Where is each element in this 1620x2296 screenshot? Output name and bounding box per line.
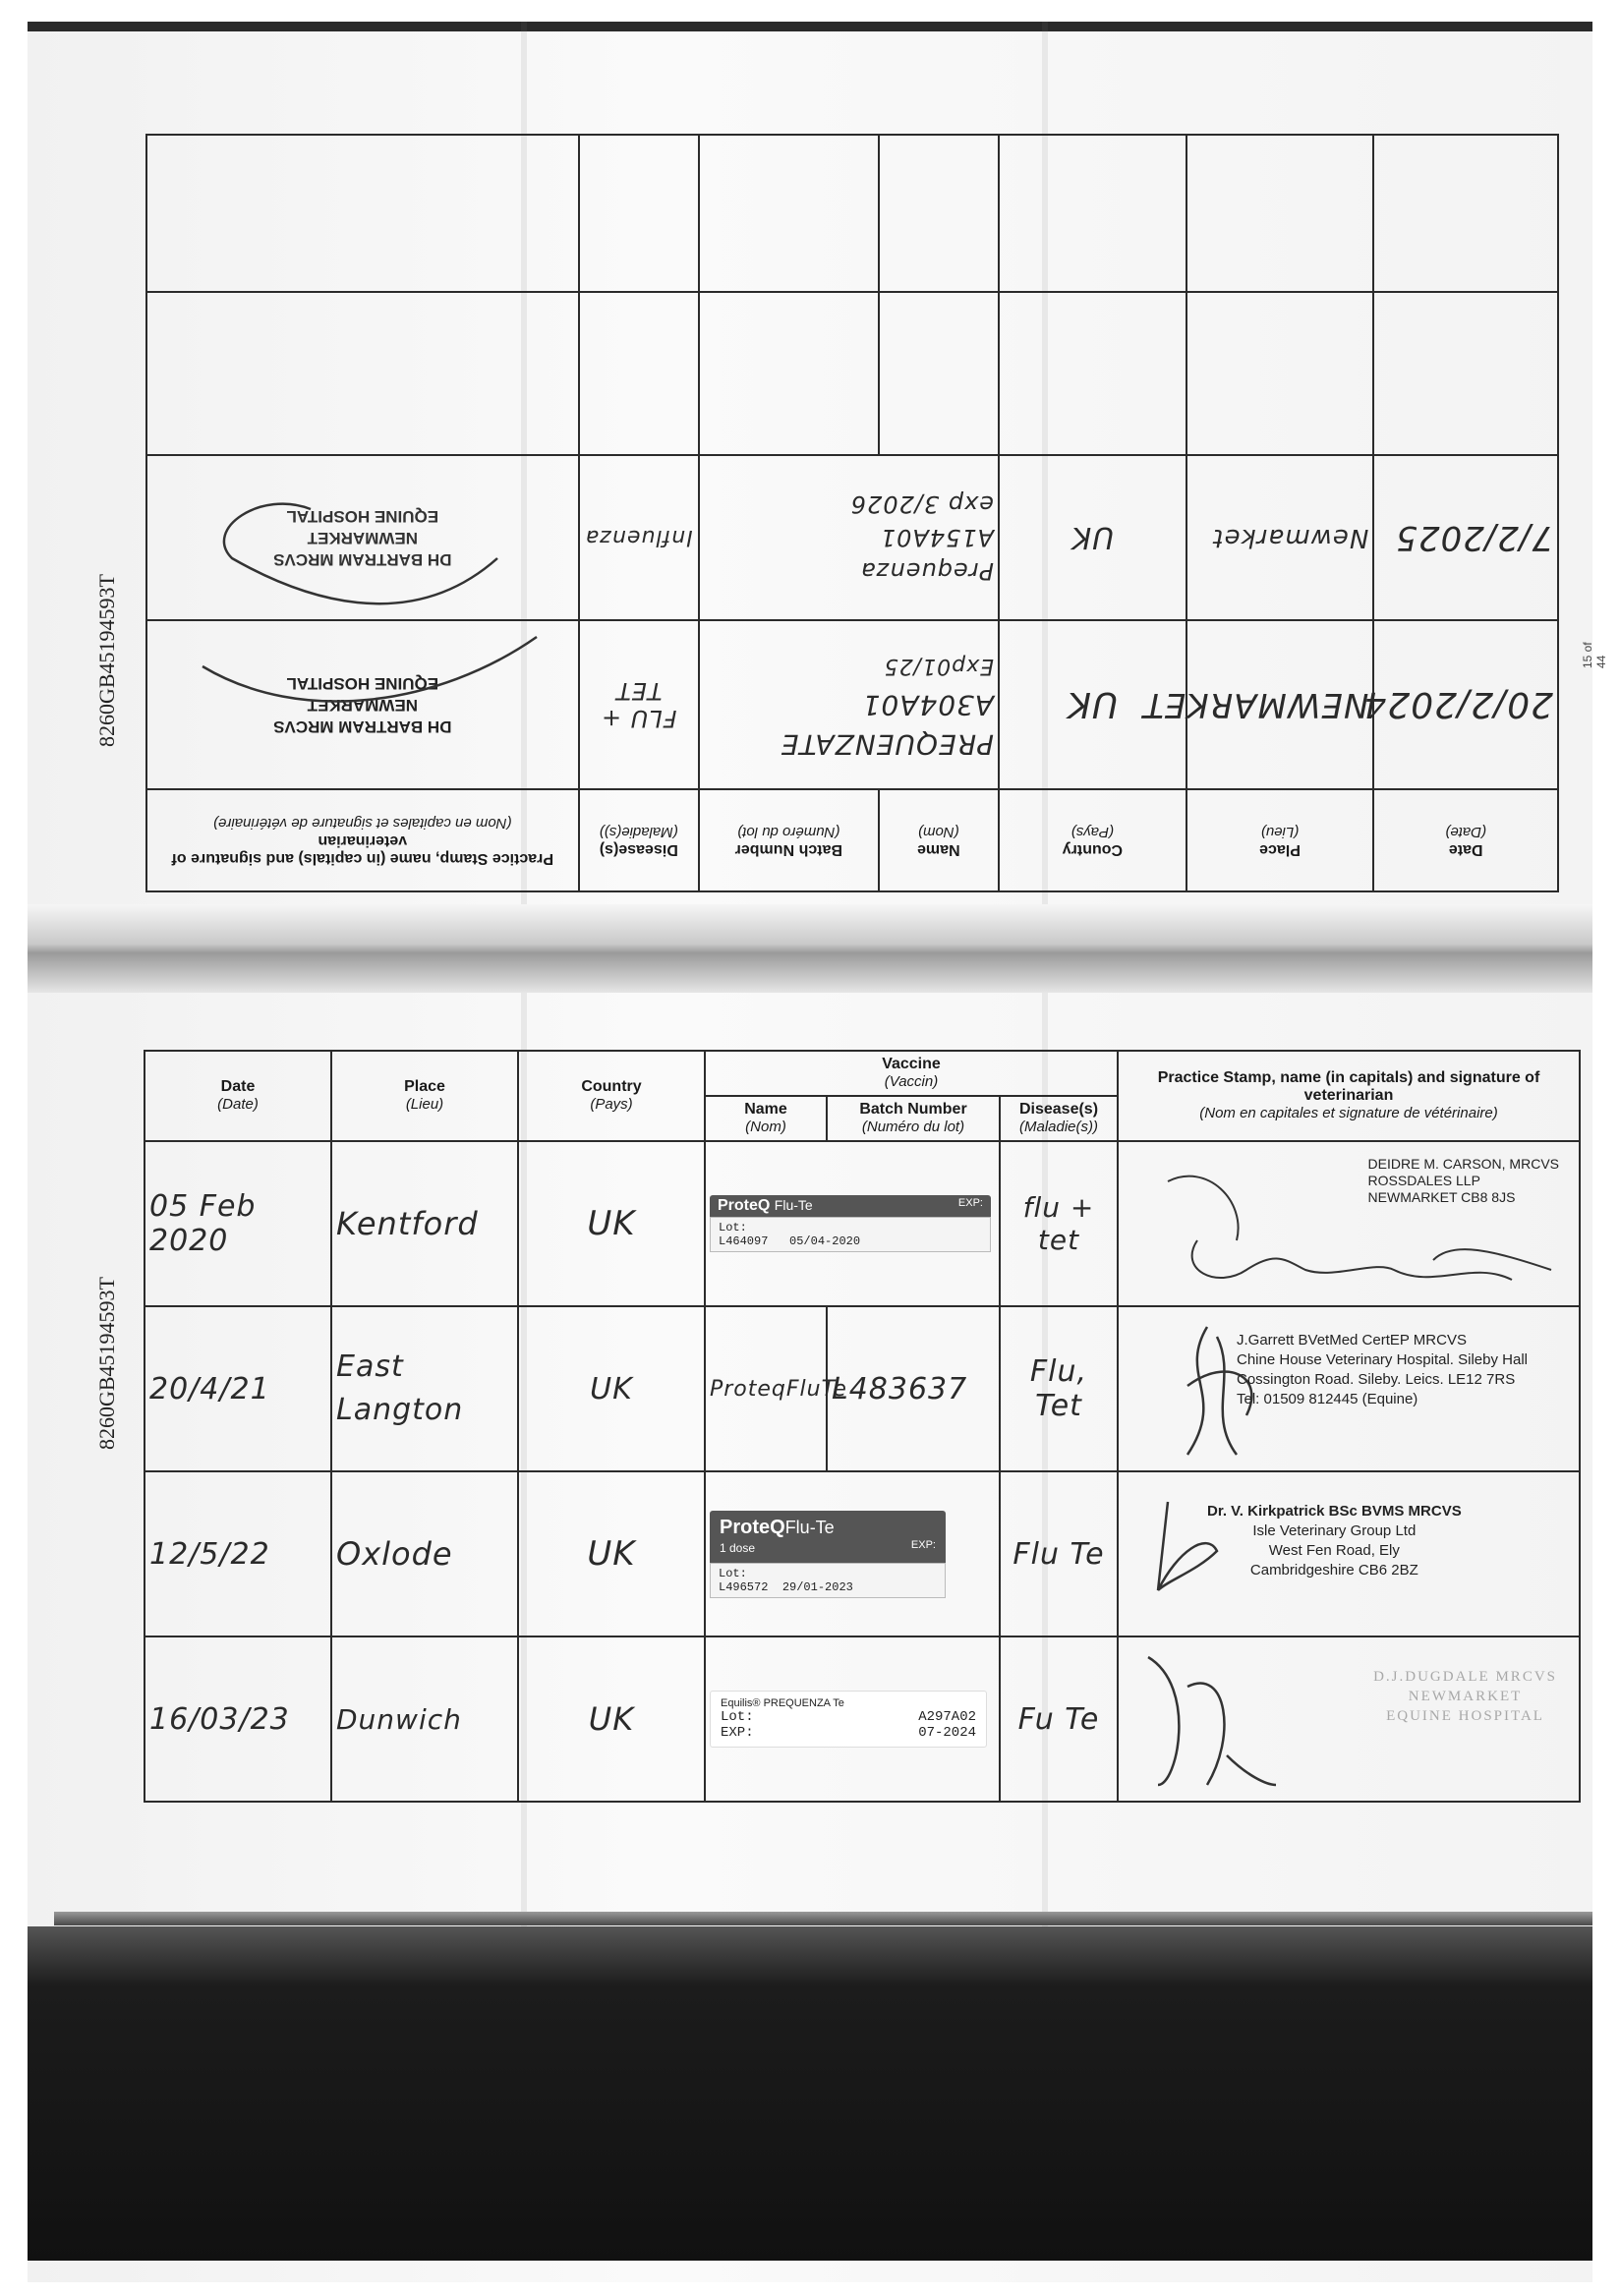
country-cell: UK (518, 1636, 705, 1802)
date-cell: 12/5/22 (145, 1471, 331, 1636)
table-row (145, 1141, 1580, 1306)
country-cell: UK (518, 1141, 705, 1306)
vaccine-label-cell (705, 1636, 1000, 1802)
sticker-brand: Equilis® PREQUENZA Te (721, 1697, 844, 1709)
country-cell: UK (999, 620, 1186, 789)
signature-scribble (163, 470, 556, 784)
header-vaccine-name: Name (Nom) (879, 789, 999, 891)
practice-stamp-cell (1118, 1141, 1580, 1306)
header-practice-stamp: Practice Stamp, name (in capitals) and signature of veterinarian (Nom en capitales et signature de vétérinaire) (1118, 1051, 1580, 1141)
signature-scribble (1138, 1647, 1286, 1795)
vaccine-label-cell (705, 1141, 1000, 1306)
vaccine-name-cell: ProteqFluTe (705, 1306, 827, 1471)
country-cell: UK (518, 1471, 705, 1636)
batch-number: A154A01 (879, 524, 995, 551)
upper-page (145, 136, 1559, 892)
practice-stamp: DH BARTRAM MRCVS NEWMARKET EQUINE HOSPITAL (273, 507, 452, 569)
sticker-brand: ProteQ Flu-Te EXP: (710, 1195, 991, 1217)
disease-cell: FLU + TET (579, 620, 699, 789)
header-place: Place (Lieu) (1186, 789, 1374, 891)
disease-cell: Influenza (579, 455, 699, 620)
header-practice-stamp: Practice Stamp, name (in capitals) and signature of veterinarian (Nom en capitales et signature de vétérinaire) (146, 789, 579, 891)
sticker-lot: Lot: L464097 05/04-2020 (710, 1217, 991, 1252)
sticker-brand: ProteQFlu-Te 1 dose EXP: (710, 1511, 946, 1563)
passport-id-upper: 8260GB45194593T (94, 574, 119, 747)
header-country: Country (Pays) (518, 1051, 705, 1141)
date-cell: 05 Feb 2020 (145, 1141, 331, 1306)
practice-stamp-cell (1118, 1636, 1580, 1802)
passport-spine-gutter (28, 904, 1592, 993)
practice-stamp: D.J.DUGDALE MRCVS NEWMARKET EQUINE HOSPITAL (1373, 1669, 1557, 1724)
sticker-lot: Lot: L496572 29/01-2023 (710, 1563, 946, 1598)
page-bottom-edge (54, 1912, 1592, 1925)
date-cell: 7/2/2025 (1373, 455, 1558, 620)
practice-stamp-cell (1118, 1471, 1580, 1636)
vaccine-cell (699, 455, 999, 620)
vaccine-name: Prequenza (860, 557, 995, 585)
practice-stamp: DH BARTRAM MRCVS NEWMARKET EQUINE HOSPITAL (273, 674, 452, 736)
disease-cell: flu + tet (1000, 1141, 1118, 1306)
header-batch-number: Batch Number (Numéro du lot) (699, 789, 879, 891)
header-disease: Disease(s) (Maladie(s)) (1000, 1096, 1118, 1141)
table-row (145, 1636, 1580, 1802)
lower-vaccination-table (144, 1050, 1581, 1803)
place-cell: East Langton (331, 1306, 518, 1471)
vaccine-sticker-label (710, 1691, 987, 1748)
disease-cell: Flu Te (1000, 1471, 1118, 1636)
header-disease: Disease(s) (Maladie(s)) (579, 789, 699, 891)
table-row-empty (146, 135, 1558, 292)
page-number: 15 of 44 (1581, 642, 1608, 668)
country-cell: UK (518, 1306, 705, 1471)
practice-stamp: Dr. V. Kirkpatrick BSc BVMS MRCVS Isle Veterinary Group Ltd West Fen Road, Ely Cambridgeshire CB6 2BZ (1207, 1503, 1462, 1578)
place-cell: Dunwich (331, 1636, 518, 1802)
vaccine-name: PREQUENZATE (780, 728, 995, 761)
batch-number: A304A01 (861, 689, 995, 721)
place-cell: NEWMARKET (1186, 620, 1374, 789)
date-cell: 20/4/21 (145, 1306, 331, 1471)
disease-cell: Flu, Tet (1000, 1306, 1118, 1471)
practice-stamp-cell (1118, 1306, 1580, 1471)
header-batch-number: Batch Number (Numéro du lot) (827, 1096, 1000, 1141)
scan-top-edge (28, 22, 1592, 31)
table-row-empty (146, 292, 1558, 455)
batch-number-cell: L483637 (827, 1306, 1000, 1471)
signature-scribble (1138, 1152, 1571, 1299)
header-date: Date (Date) (145, 1051, 331, 1141)
practice-stamp: DEIDRE M. CARSON, MRCVS ROSSDALES LLP NEWMARKET CB8 8JS (1367, 1156, 1559, 1205)
header-place: Place (Lieu) (331, 1051, 518, 1141)
header-vaccine: Vaccine (Vaccin) (705, 1051, 1118, 1096)
vaccine-sticker-label (710, 1511, 946, 1598)
vaccine-cell (699, 620, 999, 789)
vaccine-sticker-label (710, 1195, 991, 1252)
header-date: Date (Date) (1373, 789, 1558, 891)
expiry: Exp01/25 (883, 654, 995, 678)
date-cell: 20/2/2024 (1373, 620, 1558, 789)
place-cell: Kentford (331, 1141, 518, 1306)
disease-cell: Fu Te (1000, 1636, 1118, 1802)
expiry: exp 3/2026 (849, 490, 995, 518)
country-cell: UK (999, 455, 1186, 620)
passport-id-lower: 8260GB45194593T (94, 1277, 119, 1450)
header-country: Country (Pays) (999, 789, 1186, 891)
scan-dark-background (28, 1926, 1592, 2261)
vaccine-label-cell (705, 1471, 1000, 1636)
sticker-lot: Lot: EXP: A297A02 07-2024 (721, 1709, 976, 1741)
table-row (145, 1306, 1580, 1471)
place-cell: Oxlode (331, 1471, 518, 1636)
date-cell: 16/03/23 (145, 1636, 331, 1802)
header-vaccine-name: Name (Nom) (705, 1096, 827, 1141)
table-row (145, 1471, 1580, 1636)
practice-stamp: J.Garrett BVetMed CertEP MRCVS Chine House Veterinary Hospital. Sileby Hall Cossington Road. Sileby. Leics. LE12 7RS Tel: 01509 812445 (Equine) (1237, 1332, 1528, 1407)
place-cell: Newmarket (1186, 455, 1374, 620)
